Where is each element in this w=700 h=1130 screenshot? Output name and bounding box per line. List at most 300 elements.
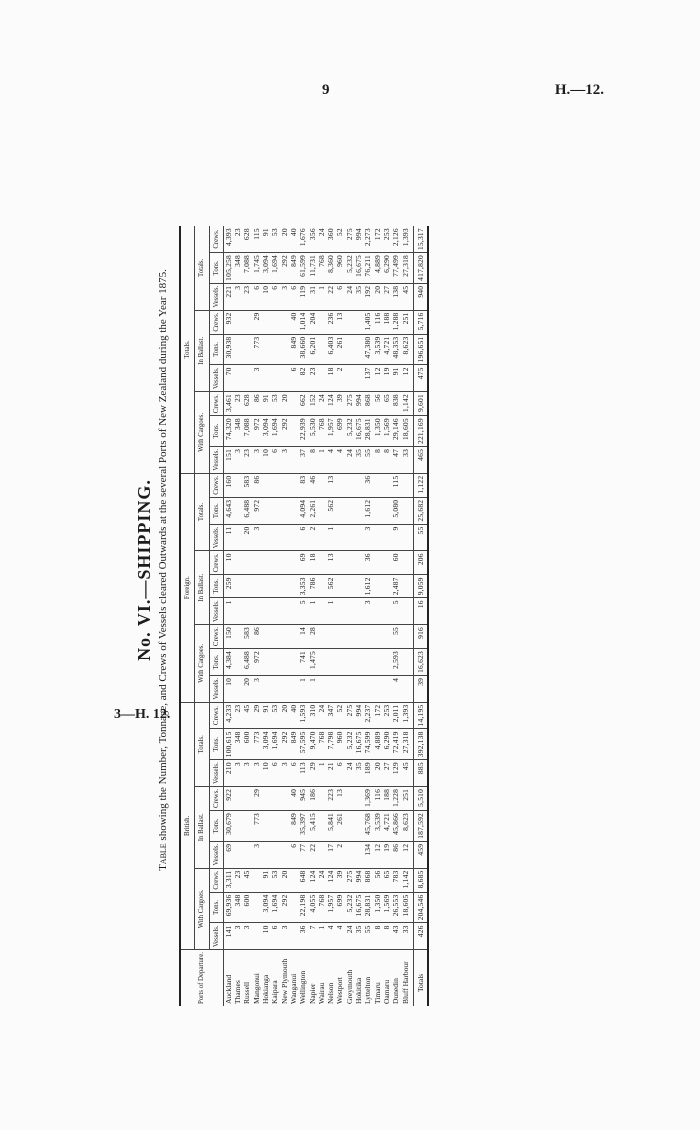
column-header: Tons. xyxy=(209,334,223,365)
table-cell xyxy=(289,649,298,676)
table-cell: 1,957 xyxy=(326,892,335,923)
column-header: Crews. xyxy=(209,551,223,575)
table-cell: 1,694 xyxy=(270,416,279,447)
table-cell: 1,288 xyxy=(391,310,400,334)
table-cell xyxy=(242,365,251,392)
table-cell xyxy=(345,786,354,810)
table-cell xyxy=(242,841,251,868)
table-cell xyxy=(270,497,279,524)
table-row xyxy=(373,226,382,1006)
table-cell xyxy=(373,675,382,702)
table-cell: 2,593 xyxy=(391,649,400,676)
table-cell: 100,615 xyxy=(223,729,233,760)
table-cell xyxy=(233,841,242,868)
table-cell: 3 xyxy=(280,760,289,787)
table-cell: 1,593 xyxy=(298,702,307,729)
table-cell xyxy=(233,675,242,702)
table-cell: 6 xyxy=(252,283,261,310)
table-row xyxy=(308,226,317,1006)
port-name: Mangonui xyxy=(251,973,261,1004)
table-cell: 3 xyxy=(252,365,261,392)
table-cell xyxy=(373,551,382,575)
table-cell: 29 xyxy=(252,310,261,334)
table-cell xyxy=(289,416,298,447)
table-cell: 22,939 xyxy=(298,416,307,447)
table-cell: 849 xyxy=(289,334,298,365)
table-cell: 53 xyxy=(270,868,279,892)
table-cell: 74,320 xyxy=(223,416,233,447)
table-cell xyxy=(382,649,391,676)
table-cell: 1,694 xyxy=(270,729,279,760)
table-cell xyxy=(317,786,326,810)
table-cell: 275 xyxy=(345,868,354,892)
table-cell xyxy=(289,675,298,702)
column-header: Vessels. xyxy=(209,283,223,310)
table-cell: 2 xyxy=(308,524,317,551)
table-cell: 1,745 xyxy=(252,253,261,284)
table-cell: 994 xyxy=(354,392,363,416)
port-name: Kaipara xyxy=(270,980,280,1004)
column-header: Vessels. xyxy=(209,675,223,702)
table-cell: 40 xyxy=(289,310,298,334)
table-cell: 3,094 xyxy=(261,253,270,284)
table-cell: 5,080 xyxy=(391,497,400,524)
column-header: Tons. xyxy=(209,649,223,676)
table-cell: 699 xyxy=(335,892,344,923)
table-cell: 29 xyxy=(252,702,261,729)
subgroup-header: In Ballast. xyxy=(195,551,209,625)
column-header: Crews. xyxy=(209,624,223,648)
table-cell: 1,694 xyxy=(270,892,279,923)
table-cell: 21 xyxy=(326,760,335,787)
table-cell: 1,569 xyxy=(382,416,391,447)
table-cell: 2 xyxy=(335,365,344,392)
table-cell xyxy=(363,675,372,702)
table-cell: 838 xyxy=(391,392,400,416)
table-cell xyxy=(289,598,298,625)
totals-cell: 417,820 xyxy=(413,253,428,284)
port-name: Wellington xyxy=(298,970,308,1004)
table-cell xyxy=(317,624,326,648)
table-cell xyxy=(233,811,242,842)
table-cell: 1,350 xyxy=(373,892,382,923)
table-cell: 1 xyxy=(326,598,335,625)
table-cell: 5,415 xyxy=(308,811,317,842)
table-cell: 91 xyxy=(261,868,270,892)
totals-cell: 206 xyxy=(413,551,428,575)
table-cell: 45,768 xyxy=(363,811,372,842)
column-header: Crews. xyxy=(209,473,223,497)
table-cell xyxy=(354,598,363,625)
totals-cell: 475 xyxy=(413,365,428,392)
table-cell xyxy=(280,624,289,648)
table-cell xyxy=(345,598,354,625)
table-cell xyxy=(382,551,391,575)
table-cell: 69 xyxy=(298,551,307,575)
table-cell xyxy=(242,811,251,842)
table-cell: 23 xyxy=(233,868,242,892)
table-cell: 19 xyxy=(382,841,391,868)
table-subtitle-text: showing the Number, Tonnage, and Crews of Vessels cleared Outwards at the several Ports of New Zealand during the Year 1875. xyxy=(157,269,169,841)
table-cell: 192 xyxy=(363,283,372,310)
table-cell xyxy=(261,649,270,676)
table-cell: 35 xyxy=(354,283,363,310)
table-cell: 1 xyxy=(317,760,326,787)
table-cell: 115 xyxy=(252,226,261,252)
table-cell: 1 xyxy=(317,923,326,950)
table-cell: 6,201 xyxy=(308,334,317,365)
table-cell: 223 xyxy=(326,786,335,810)
table-cell: 43 xyxy=(391,923,400,950)
table-cell xyxy=(270,575,279,598)
totals-cell: 55 xyxy=(413,524,428,551)
totals-cell: 465 xyxy=(413,446,428,473)
table-cell: 9,470 xyxy=(308,729,317,760)
totals-cell: 459 xyxy=(413,841,428,868)
table-cell: 12 xyxy=(373,365,382,392)
table-cell xyxy=(317,310,326,334)
column-header: Vessels. xyxy=(209,365,223,392)
table-cell: 6,403 xyxy=(326,334,335,365)
table-cell: 24 xyxy=(345,283,354,310)
table-cell: 45 xyxy=(401,283,414,310)
table-cell: 6,488 xyxy=(242,649,251,676)
port-name: Bluff Harbour xyxy=(400,961,410,1004)
table-cell xyxy=(280,551,289,575)
port-name: Hokianga xyxy=(261,974,271,1004)
table-cell xyxy=(280,649,289,676)
table-cell xyxy=(261,811,270,842)
table-cell xyxy=(289,524,298,551)
table-cell: 12 xyxy=(401,365,414,392)
column-header-row xyxy=(209,226,223,1006)
table-cell xyxy=(345,811,354,842)
table-cell xyxy=(382,473,391,497)
table-cell: 18 xyxy=(326,365,335,392)
port-name: Hokitika xyxy=(354,977,364,1004)
table-cell: 3 xyxy=(363,598,372,625)
port-name: Auckland xyxy=(223,974,233,1004)
table-cell: 86 xyxy=(252,624,261,648)
table-cell xyxy=(233,524,242,551)
table-row xyxy=(289,226,298,1006)
table-cell: 348 xyxy=(233,253,242,284)
table-cell: 6 xyxy=(270,760,279,787)
subgroup-header: In Ballast. xyxy=(195,786,209,868)
column-header: Crews. xyxy=(209,786,223,810)
table-cell: 18 xyxy=(308,551,317,575)
table-cell: 52 xyxy=(335,226,344,252)
table-cell: 116 xyxy=(373,786,382,810)
table-cell xyxy=(317,473,326,497)
table-cell: 24 xyxy=(345,923,354,950)
table-cell: 583 xyxy=(242,624,251,648)
column-header: Vessels. xyxy=(209,760,223,787)
column-header: Tons. xyxy=(209,892,223,923)
table-cell: 4,384 xyxy=(223,649,233,676)
table-cell xyxy=(252,575,261,598)
table-cell: 172 xyxy=(373,702,382,729)
table-cell: 600 xyxy=(242,729,251,760)
totals-cell: 5,510 xyxy=(413,786,428,810)
table-cell: 251 xyxy=(401,786,414,810)
table-cell: 6 xyxy=(289,365,298,392)
table-cell xyxy=(317,811,326,842)
table-cell: 83 xyxy=(298,473,307,497)
table-cell xyxy=(401,524,414,551)
table-cell xyxy=(363,624,372,648)
table-cell: 4,889 xyxy=(373,729,382,760)
totals-cell: 8,685 xyxy=(413,868,428,892)
table-cell xyxy=(354,675,363,702)
column-header: Crews. xyxy=(209,702,223,729)
table-cell: 275 xyxy=(345,226,354,252)
table-cell: 141 xyxy=(223,923,233,950)
table-cell: 1 xyxy=(326,524,335,551)
table-row xyxy=(391,226,400,1006)
table-cell: 1,369 xyxy=(363,786,372,810)
table-cell: 20 xyxy=(373,760,382,787)
table-cell: 2,011 xyxy=(391,702,400,729)
table-cell: 65 xyxy=(382,868,391,892)
table-cell: 20 xyxy=(280,702,289,729)
table-cell: 86 xyxy=(252,392,261,416)
totals-cell: 9,601 xyxy=(413,392,428,416)
table-cell: 4,889 xyxy=(373,253,382,284)
table-cell: 69 xyxy=(223,841,233,868)
column-header: Tons. xyxy=(209,575,223,598)
table-cell: 849 xyxy=(289,811,298,842)
table-cell: 27 xyxy=(382,760,391,787)
table-cell xyxy=(345,524,354,551)
table-cell: 137 xyxy=(363,365,372,392)
table-cell xyxy=(261,310,270,334)
totals-cell: 940 xyxy=(413,283,428,310)
table-cell xyxy=(401,551,414,575)
table-cell xyxy=(401,575,414,598)
table-cell: 210 xyxy=(223,760,233,787)
column-header: Crews. xyxy=(209,226,223,252)
table-cell: 699 xyxy=(335,416,344,447)
table-cell xyxy=(373,649,382,676)
page-number: 9 xyxy=(322,82,330,98)
table-cell: 5,232 xyxy=(345,892,354,923)
table-cell: 10 xyxy=(223,675,233,702)
table-cell: 11,731 xyxy=(308,253,317,284)
group-header-totals: Totals. xyxy=(180,226,195,473)
table-cell: 13 xyxy=(326,551,335,575)
table-cell: 35 xyxy=(354,923,363,950)
table-cell xyxy=(401,497,414,524)
table-cell xyxy=(252,598,261,625)
table-cell: 24 xyxy=(317,226,326,252)
table-cell: 8 xyxy=(373,446,382,473)
table-cell: 3 xyxy=(242,760,251,787)
column-header: Vessels. xyxy=(209,841,223,868)
table-cell: 628 xyxy=(242,392,251,416)
table-cell: 994 xyxy=(354,226,363,252)
table-cell: 741 xyxy=(298,649,307,676)
table-row xyxy=(252,226,261,1006)
totals-cell: 187,592 xyxy=(413,811,428,842)
table-cell: 124 xyxy=(326,868,335,892)
table-cell: 47,380 xyxy=(363,334,372,365)
table-cell xyxy=(261,675,270,702)
group-header-row xyxy=(180,226,195,1006)
table-cell: 1,393 xyxy=(401,702,414,729)
column-header: Tons. xyxy=(209,416,223,447)
table-cell xyxy=(317,497,326,524)
table-cell: 56 xyxy=(373,868,382,892)
table-cell: 6 xyxy=(335,283,344,310)
group-header-british: British. xyxy=(180,702,195,949)
table-cell: 3 xyxy=(363,524,372,551)
table-cell: 65 xyxy=(382,392,391,416)
table-cell: 20 xyxy=(280,226,289,252)
table-cell xyxy=(373,624,382,648)
port-name: Lyttelton xyxy=(363,976,373,1004)
table-cell: 24 xyxy=(345,760,354,787)
table-cell: 2,487 xyxy=(391,575,400,598)
table-cell: 261 xyxy=(335,811,344,842)
table-cell: 8,360 xyxy=(326,253,335,284)
table-cell: 33 xyxy=(401,923,414,950)
table-cell: 6,488 xyxy=(242,497,251,524)
table-cell xyxy=(335,524,344,551)
table-cell xyxy=(363,649,372,676)
table-cell: 8 xyxy=(308,446,317,473)
table-row xyxy=(233,226,242,1006)
table-cell: 35 xyxy=(354,446,363,473)
totals-cell: 221,169 xyxy=(413,416,428,447)
table-cell xyxy=(401,649,414,676)
table-cell: 5 xyxy=(391,598,400,625)
table-cell xyxy=(270,649,279,676)
table-cell: 922 xyxy=(223,786,233,810)
table-cell: 86 xyxy=(252,473,261,497)
table-cell: 945 xyxy=(298,786,307,810)
table-cell: 768 xyxy=(317,416,326,447)
table-cell xyxy=(335,598,344,625)
table-cell: 6 xyxy=(335,760,344,787)
table-cell xyxy=(373,524,382,551)
table-cell xyxy=(335,624,344,648)
table-cell: 4,393 xyxy=(223,226,233,252)
table-cell: 3,539 xyxy=(373,811,382,842)
table-cell: 1,612 xyxy=(363,575,372,598)
table-cell: 38,660 xyxy=(298,334,307,365)
table-cell: 4,233 xyxy=(223,702,233,729)
table-cell: 3,094 xyxy=(261,416,270,447)
table-cell xyxy=(354,786,363,810)
table-cell: 10 xyxy=(261,760,270,787)
table-cell xyxy=(345,497,354,524)
table-cell xyxy=(280,473,289,497)
table-cell xyxy=(261,841,270,868)
table-cell: 3,094 xyxy=(261,729,270,760)
table-cell xyxy=(280,598,289,625)
table-cell: 20 xyxy=(242,524,251,551)
table-cell: 188 xyxy=(382,310,391,334)
table-cell xyxy=(373,473,382,497)
table-cell: 4,721 xyxy=(382,811,391,842)
table-cell: 4,721 xyxy=(382,334,391,365)
column-header: Vessels. xyxy=(209,598,223,625)
table-cell: 768 xyxy=(317,729,326,760)
table-cell xyxy=(261,598,270,625)
table-cell: 773 xyxy=(252,811,261,842)
table-cell: 2,273 xyxy=(363,226,372,252)
table-cell: 1 xyxy=(298,675,307,702)
table-cell xyxy=(326,649,335,676)
totals-cell: 39 xyxy=(413,675,428,702)
table-cell: 17 xyxy=(326,841,335,868)
table-cell: 40 xyxy=(289,226,298,252)
table-cell: 124 xyxy=(308,868,317,892)
table-cell xyxy=(354,334,363,365)
table-cell: 6 xyxy=(270,283,279,310)
table-cell xyxy=(289,392,298,416)
table-cell: 22,198 xyxy=(298,892,307,923)
table-cell: 70 xyxy=(223,365,233,392)
table-cell: 12 xyxy=(401,841,414,868)
table-cell: 275 xyxy=(345,392,354,416)
table-cell: 160 xyxy=(223,473,233,497)
table-row xyxy=(223,226,233,1006)
table-cell: 35,397 xyxy=(298,811,307,842)
table-cell: 77,499 xyxy=(391,253,400,284)
table-row xyxy=(242,226,251,1006)
table-cell: 61,599 xyxy=(298,253,307,284)
totals-cell: 25,682 xyxy=(413,497,428,524)
port-name: Dunedin xyxy=(391,978,401,1004)
table-cell: 292 xyxy=(280,253,289,284)
table-cell: 3,461 xyxy=(223,392,233,416)
table-cell xyxy=(354,497,363,524)
table-cell xyxy=(261,365,270,392)
table-cell: 72,419 xyxy=(391,729,400,760)
table-cell: 35 xyxy=(354,760,363,787)
table-row xyxy=(326,226,335,1006)
table-cell xyxy=(289,497,298,524)
totals-label: Totals xyxy=(413,950,428,1006)
table-cell: 116 xyxy=(373,310,382,334)
table-cell xyxy=(354,575,363,598)
table-cell: 18,605 xyxy=(401,416,414,447)
table-cell xyxy=(345,365,354,392)
subgroup-header-row xyxy=(195,226,209,1006)
table-cell xyxy=(289,473,298,497)
totals-row xyxy=(413,226,428,1006)
table-cell: 7 xyxy=(308,923,317,950)
port-name: Wanganui xyxy=(288,973,298,1004)
table-cell xyxy=(317,524,326,551)
table-cell: 91 xyxy=(261,702,270,729)
table-cell: 23 xyxy=(233,226,242,252)
table-cell: 348 xyxy=(233,892,242,923)
table-cell: 69,936 xyxy=(223,892,233,923)
table-cell xyxy=(326,624,335,648)
table-cell: 13 xyxy=(335,310,344,334)
table-cell: 23 xyxy=(242,283,251,310)
table-cell: 10 xyxy=(261,283,270,310)
table-cell: 45 xyxy=(401,760,414,787)
table-cell: 36 xyxy=(363,473,372,497)
table-cell: 39 xyxy=(335,868,344,892)
table-cell: 10 xyxy=(223,551,233,575)
table-cell: 221 xyxy=(223,283,233,310)
table-cell: 562 xyxy=(326,575,335,598)
